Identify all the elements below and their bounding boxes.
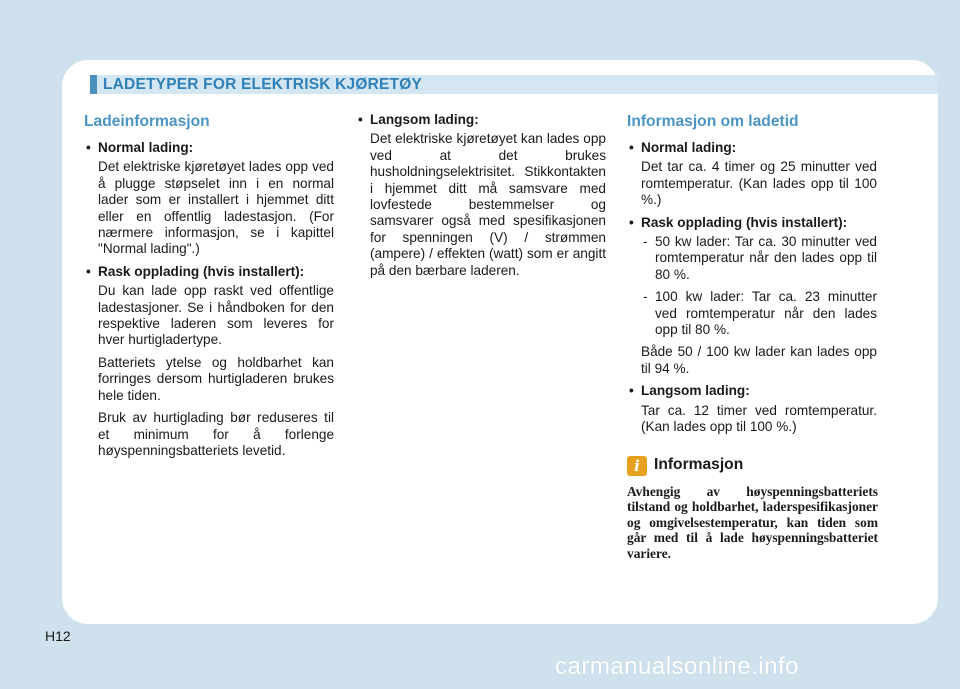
rapid-charging-label: • Rask opplading (hvis installert): xyxy=(84,264,334,280)
watermark-text: carmanualsonline.info xyxy=(555,653,799,680)
time-slow-label: • Langsom lading: xyxy=(627,383,877,399)
normal-charging-text: Det elektriske kjøretøyet lades opp ved å plugge støpselet inn i en normal lader som er installert i hjemmet ditt eller en offentlig ladestasjon. (For nærmere informasjon, se i kapittel "Normal lading".) xyxy=(98,159,334,257)
slow-charging-label: • Langsom lading: xyxy=(356,112,606,128)
rapid-charging-text-1: Du kan lade opp raskt ved offentlige ladestasjoner. Se i håndboken for den respektive laderen som leveres for hver hurtigladertype. xyxy=(98,283,334,348)
rapid-charging-text-2: Batteriets ytelse og holdbarhet kan forringes dersom hurtigladeren brukes hele tiden. xyxy=(98,354,334,403)
time-rapid-item-100kw: - 100 kw lader: Tar ca. 23 minutter ved romtemperatur når den lades opp til 80 %. xyxy=(627,289,877,338)
time-rapid-label: • Rask opplading (hvis installert): xyxy=(627,215,877,231)
info-title: Informasjon xyxy=(654,456,744,474)
page-number: H12 xyxy=(45,628,71,644)
column-slow-charging xyxy=(356,108,606,285)
rapid-charging-text-3: Bruk av hurtiglading bør reduseres til et minimum for å forlenge høyspenningsbatteriets levetid. xyxy=(98,410,334,458)
slow-charging-text: Det elektriske kjøretøyet kan lades opp ved at det brukes husholdningselektrisitet. Stikkontakten i hjemmet ditt må samsvare med lovfestede bestemmelser og samsvarer også med spesifikasjonen for spenningen (V) / strømmen (ampere) / effekten (watt) som er angitt på den bærbare laderen. xyxy=(370,131,606,278)
column-charging-info xyxy=(84,108,334,465)
time-rapid-note: Både 50 / 100 kw lader kan lades opp til 94 %. xyxy=(641,344,877,376)
section-heading-charging-info: Ladeinformasjon xyxy=(84,113,210,130)
time-rapid-item-50kw: - 50 kw lader: Tar ca. 30 minutter ved romtemperatur når den lades opp til 80 %. xyxy=(627,234,877,283)
info-text: Avhengig av høyspenningsbatteriets tilstand og holdbarhet, laderspesifikasjoner og omgivelsestemperatur, kan tiden som går med til å lade høyspenningsbatteriet variere. xyxy=(627,483,878,561)
title-bar-accent xyxy=(90,75,97,94)
info-box-header xyxy=(627,456,877,476)
normal-charging-label: • Normal lading: xyxy=(84,140,334,156)
page-title: LADETYPER FOR ELEKTRISK KJØRETØY xyxy=(103,76,423,93)
time-normal-text: Det tar ca. 4 timer og 25 minutter ved romtemperatur. (Kan lades opp til 100 %.) xyxy=(641,159,877,208)
time-normal-label: • Normal lading: xyxy=(627,140,877,156)
time-slow-text: Tar ca. 12 timer ved romtemperatur. (Kan lades opp til 100 %.) xyxy=(641,402,877,435)
column-charging-time xyxy=(627,108,877,561)
section-heading-charging-time: Informasjon om ladetid xyxy=(627,113,799,130)
info-icon: i xyxy=(627,456,647,476)
